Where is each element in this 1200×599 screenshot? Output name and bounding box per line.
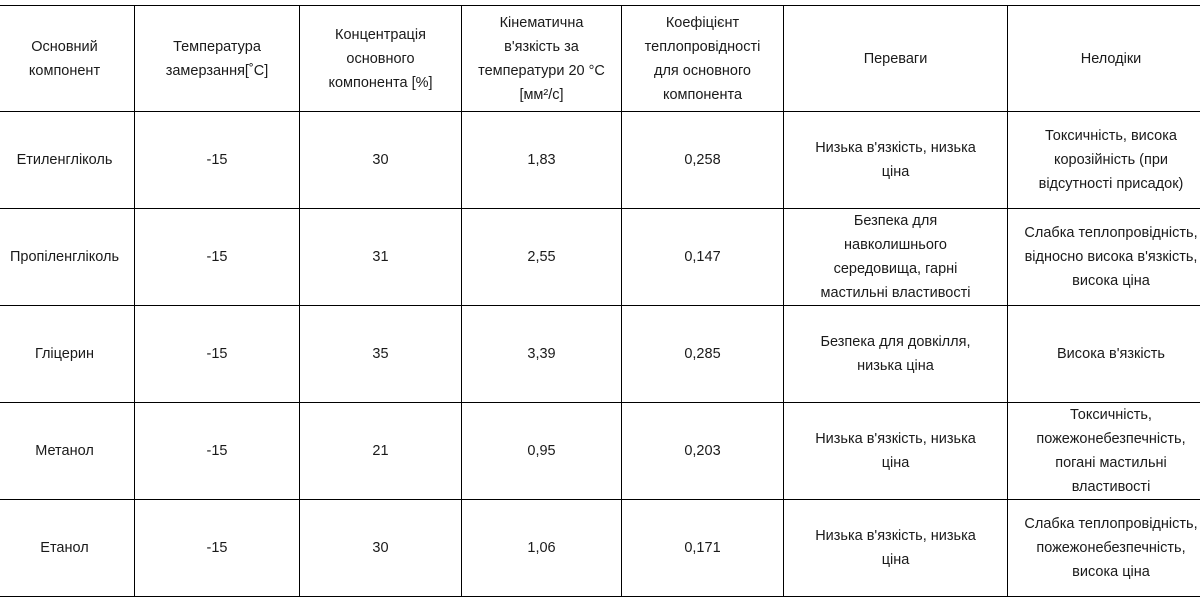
- cell-conductivity: 0,258: [622, 112, 784, 209]
- table-row: [0, 112, 1200, 209]
- cell-advantages: Низька в'язкість, низька ціна: [784, 500, 1008, 597]
- table-row: [0, 209, 1200, 306]
- table-container: [0, 5, 1200, 597]
- cell-concentration: 35: [300, 306, 462, 403]
- cell-freezing-temp: -15: [135, 403, 300, 500]
- header-cell-advantages: Переваги: [784, 6, 1008, 112]
- cell-component: Етанол: [0, 500, 135, 597]
- cell-concentration: 30: [300, 112, 462, 209]
- cell-disadvantages: Токсичність, висока корозійність (при відсутності присадок): [1008, 112, 1200, 209]
- header-cell-freezing-temp: Температура замерзання[˚С]: [135, 6, 300, 112]
- cell-conductivity: 0,285: [622, 306, 784, 403]
- coolant-comparison-table: [0, 5, 1200, 597]
- cell-advantages: Низька в'язкість, низька ціна: [784, 403, 1008, 500]
- cell-concentration: 31: [300, 209, 462, 306]
- cell-disadvantages: Токсичність, пожежонебезпечність, погані мастильні властивості: [1008, 403, 1200, 500]
- cell-disadvantages: Висока в'язкість: [1008, 306, 1200, 403]
- cell-advantages: Безпека для навколишнього середовища, гарні мастильні властивості: [784, 209, 1008, 306]
- header-cell-component: Основний компонент: [0, 6, 135, 112]
- cell-freezing-temp: -15: [135, 209, 300, 306]
- cell-viscosity: 1,83: [462, 112, 622, 209]
- cell-freezing-temp: -15: [135, 112, 300, 209]
- table-header-row: [0, 6, 1200, 112]
- table-row: [0, 500, 1200, 597]
- cell-advantages: Безпека для довкілля, низька ціна: [784, 306, 1008, 403]
- cell-conductivity: 0,203: [622, 403, 784, 500]
- cell-disadvantages: Слабка теплопровідність, пожежонебезпечність, висока ціна: [1008, 500, 1200, 597]
- cell-advantages: Низька в'язкість, низька ціна: [784, 112, 1008, 209]
- cell-viscosity: 3,39: [462, 306, 622, 403]
- header-cell-conductivity: Коефіцієнт теплопровідності для основного компонента: [622, 6, 784, 112]
- cell-viscosity: 0,95: [462, 403, 622, 500]
- cell-concentration: 30: [300, 500, 462, 597]
- cell-disadvantages: Слабка теплопровідність, відносно висока в'язкість, висока ціна: [1008, 209, 1200, 306]
- cell-concentration: 21: [300, 403, 462, 500]
- header-cell-viscosity: Кінематична в'язкість за температури 20 °С [мм²/с]: [462, 6, 622, 112]
- header-cell-disadvantages: Нелодіки: [1008, 6, 1200, 112]
- header-cell-concentration: Концентрація основного компонента [%]: [300, 6, 462, 112]
- cell-conductivity: 0,147: [622, 209, 784, 306]
- cell-viscosity: 2,55: [462, 209, 622, 306]
- cell-freezing-temp: -15: [135, 500, 300, 597]
- cell-viscosity: 1,06: [462, 500, 622, 597]
- cell-component: Пропіленгліколь: [0, 209, 135, 306]
- cell-component: Етиленгліколь: [0, 112, 135, 209]
- cell-conductivity: 0,171: [622, 500, 784, 597]
- cell-freezing-temp: -15: [135, 306, 300, 403]
- cell-component: Гліцерин: [0, 306, 135, 403]
- cell-component: Метанол: [0, 403, 135, 500]
- table-row: [0, 306, 1200, 403]
- table-row: [0, 403, 1200, 500]
